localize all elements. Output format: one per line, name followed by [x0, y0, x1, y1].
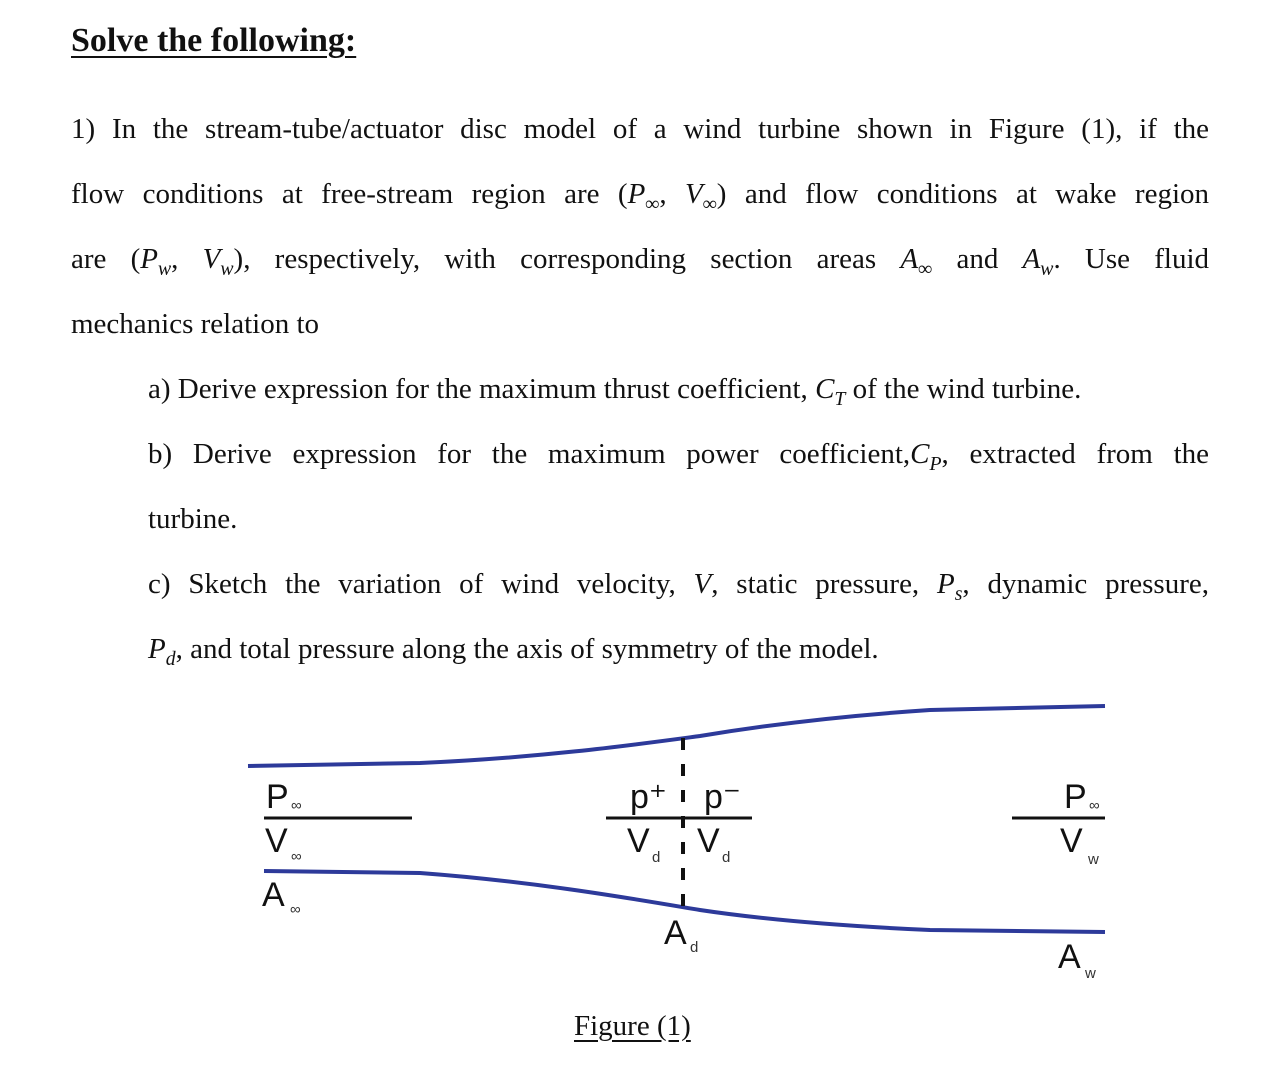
- figure-caption: Figure (1): [574, 1010, 691, 1042]
- sym: P: [148, 633, 166, 665]
- question-number: 1): [71, 113, 96, 145]
- sym: P: [937, 568, 955, 600]
- sub: ∞: [702, 192, 717, 215]
- label-v-d-left: V: [627, 822, 650, 860]
- label-v-inf-left-sub: ∞: [291, 848, 302, 865]
- label-v-w-right-sub: w: [1088, 851, 1099, 868]
- sym-comma: ,: [659, 178, 667, 210]
- question-line1-text: In the stream-tube/actuator disc model of a wind turbine shown in Figure (1), if the: [111, 113, 1210, 145]
- text-span: . Use fluid: [1053, 243, 1210, 275]
- label-a-inf-left-sub: ∞: [290, 901, 301, 918]
- label-a-inf-left: A: [262, 876, 285, 914]
- sym: V: [685, 178, 703, 210]
- text-span: of the wind turbine.: [852, 373, 1082, 405]
- upper-stream-line: [248, 706, 1105, 766]
- label-p-minus: p⁻: [704, 778, 741, 816]
- sym: A: [1022, 243, 1041, 275]
- text-span: b) Derive expression for the maximum power coefficient,: [148, 438, 911, 470]
- text-span: flow conditions at free-stream region are (: [71, 178, 628, 210]
- sym: C: [815, 373, 835, 405]
- label-a-w-right-sub: w: [1085, 965, 1096, 982]
- sub: ∞: [918, 257, 933, 280]
- label-v-w-right: V: [1060, 822, 1083, 860]
- sym: C: [910, 438, 930, 470]
- text-span: , and total pressure along the axis of symmetry of the model.: [175, 633, 879, 665]
- label-p-plus: p⁺: [630, 778, 667, 816]
- sub: s: [954, 582, 963, 605]
- sub: w: [1040, 257, 1054, 280]
- sym: P: [627, 178, 646, 210]
- label-v-d-right-sub: d: [722, 849, 731, 866]
- text-span: , static pressure,: [711, 568, 920, 600]
- label-v-inf-left: V: [265, 822, 288, 860]
- label-v-d-right: V: [697, 822, 720, 860]
- label-p-inf-left: P: [266, 778, 289, 816]
- text-span: ) and flow conditions at wake region: [716, 178, 1209, 210]
- label-a-d: A: [664, 914, 687, 952]
- label-v-d-left-sub: d: [652, 849, 661, 866]
- sym-comma: ,: [171, 243, 179, 275]
- text-span: , extracted from the: [941, 438, 1209, 470]
- text-span: a) Derive expression for the maximum thrust coefficient,: [148, 373, 808, 405]
- sub: P: [929, 452, 942, 475]
- label-p-inf-right: P: [1064, 778, 1087, 816]
- text-span: turbine.: [148, 503, 238, 535]
- label-p-inf-right-sub: ∞: [1089, 797, 1100, 814]
- text-span: c) Sketch the variation of wind velocity,: [148, 568, 676, 600]
- symbol-v: V: [693, 568, 712, 600]
- sub: ∞: [645, 192, 660, 215]
- sym: P: [140, 243, 159, 275]
- heading: Solve the following:: [71, 22, 357, 59]
- text-span: are (: [71, 243, 141, 275]
- label-a-w-right: A: [1058, 938, 1081, 976]
- sym: A: [900, 243, 919, 275]
- text-span: and: [956, 243, 999, 275]
- text-span: mechanics relation to: [71, 308, 320, 340]
- label-a-d-sub: d: [690, 939, 699, 956]
- sub: T: [834, 387, 846, 410]
- sub: d: [165, 647, 176, 670]
- sym: V: [202, 243, 221, 275]
- text-span: ), respectively, with corresponding section areas: [233, 243, 877, 275]
- label-p-inf-left-sub: ∞: [291, 797, 302, 814]
- sub: w: [220, 257, 234, 280]
- sub: w: [158, 257, 172, 280]
- text-span: , dynamic pressure,: [962, 568, 1209, 600]
